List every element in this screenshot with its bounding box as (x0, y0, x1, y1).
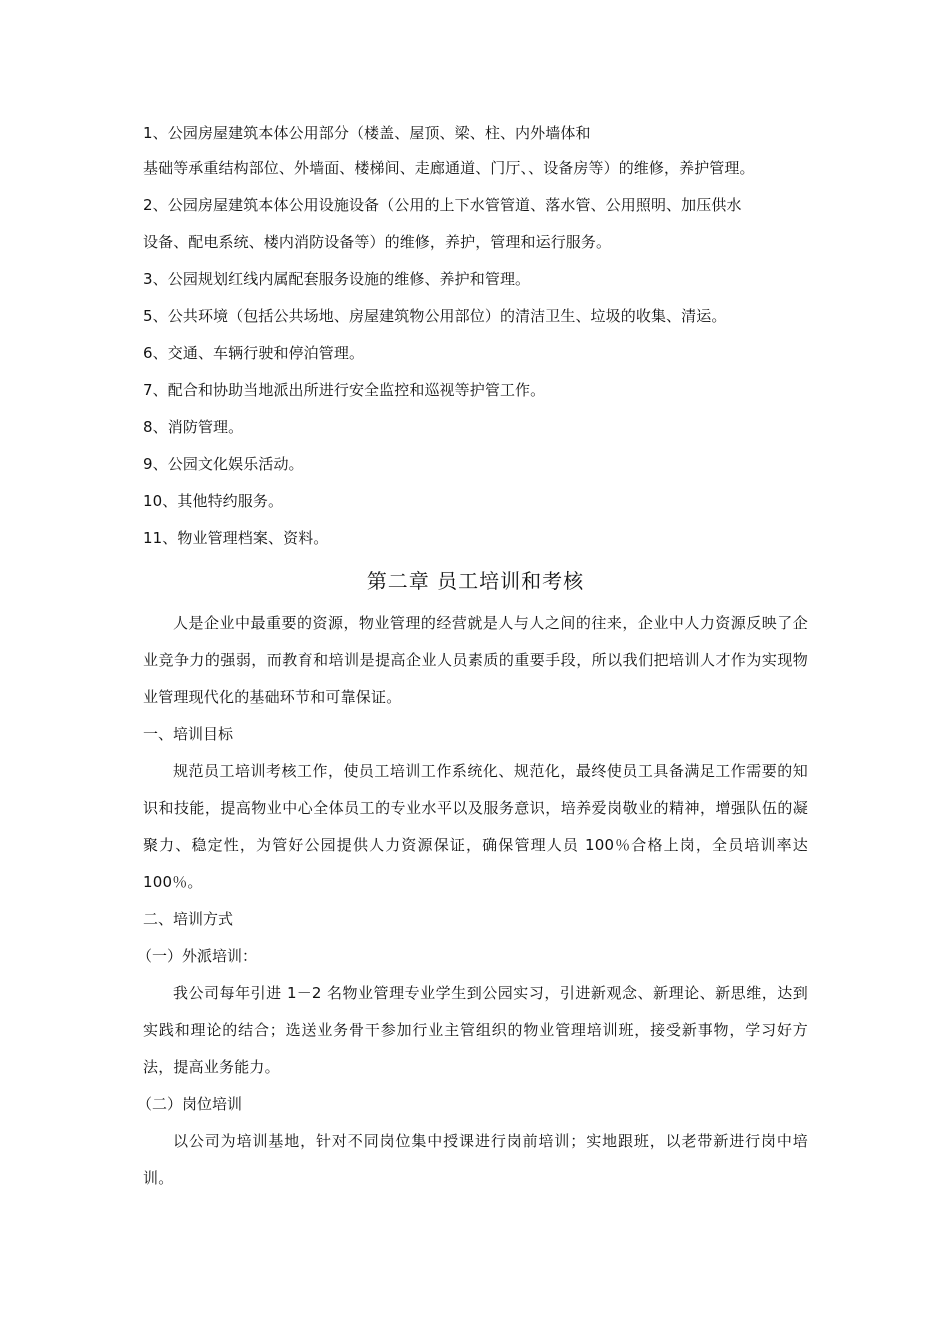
scope-item: 2、公园房屋建筑本体公用设施设备（公用的上下水管管道、落水管、公用照明、加压供水 (143, 196, 742, 214)
chapter-title: 第二章 员工培训和考核 (366, 569, 585, 593)
subheading-post-training: （二）岗位培训 (137, 1095, 243, 1113)
scope-item: 7、配合和协助当地派出所进行安全监控和巡视等护管工作。 (143, 381, 546, 399)
section-heading-training-method: 二、培训方式 (143, 910, 234, 928)
scope-item: 3、公园规划红线内属配套服务设施的维修、养护和管理。 (143, 270, 531, 288)
scope-item: 9、公园文化娱乐活动。 (143, 455, 304, 473)
scope-item: 10、其他特约服务。 (143, 492, 284, 510)
external-training-paragraph: 我公司每年引进 1－2 名物业管理专业学生到公园实习，引进新观念、新理论、新思维，达到实践和理论的结合；选送业务骨干参加行业主管组织的物业管理培训班，接受新事物，学习好方法，提高业务能力。 (143, 984, 808, 1076)
post-training-paragraph: 以公司为培训基地，针对不同岗位集中授课进行岗前培训；实地跟班，以老带新进行岗中培训。 (143, 1132, 808, 1187)
subheading-external-training: （一）外派培训： (137, 947, 258, 965)
scope-item-continuation: 设备、配电系统、楼内消防设备等）的维修，养护，管理和运行服务。 (143, 233, 612, 251)
scope-item-continuation: 基础等承重结构部位、外墙面、楼梯间、走廊通道、门厅、、设备房等）的维修，养护管理。 (143, 159, 755, 177)
scope-item: 8、消防管理。 (143, 418, 244, 436)
scope-item: 1、公园房屋建筑本体公用部分（楼盖、屋顶、梁、柱、内外墙体和 (143, 124, 591, 142)
section-heading-training-goal: 一、培训目标 (143, 725, 234, 743)
scope-item: 6、交通、车辆行驶和停泊管理。 (143, 344, 365, 362)
document-body (137, 116, 808, 1197)
scope-item: 5、公共环境（包括公共场地、房屋建筑物公用部位）的清洁卫生、垃圾的收集、清运。 (143, 307, 727, 325)
training-goal-paragraph: 规范员工培训考核工作，使员工培训工作系统化、规范化，最终使员工具备满足工作需要的知识和技能，提高物业中心全体员工的专业水平以及服务意识，培养爱岗敬业的精神，增强队伍的凝聚力、稳定性，为管好公园提供人力资源保证，确保管理人员 100％合格上岗，全员培训率达 100％。 (143, 762, 808, 891)
intro-paragraph: 人是企业中最重要的资源，物业管理的经营就是人与人之间的往来，企业中人力资源反映了企业竞争力的强弱，而教育和培训是提高企业人员素质的重要手段，所以我们把培训人才作为实现物业管理现代化的基础环节和可靠保证。 (143, 614, 808, 706)
scope-item: 11、物业管理档案、资料。 (143, 529, 329, 547)
